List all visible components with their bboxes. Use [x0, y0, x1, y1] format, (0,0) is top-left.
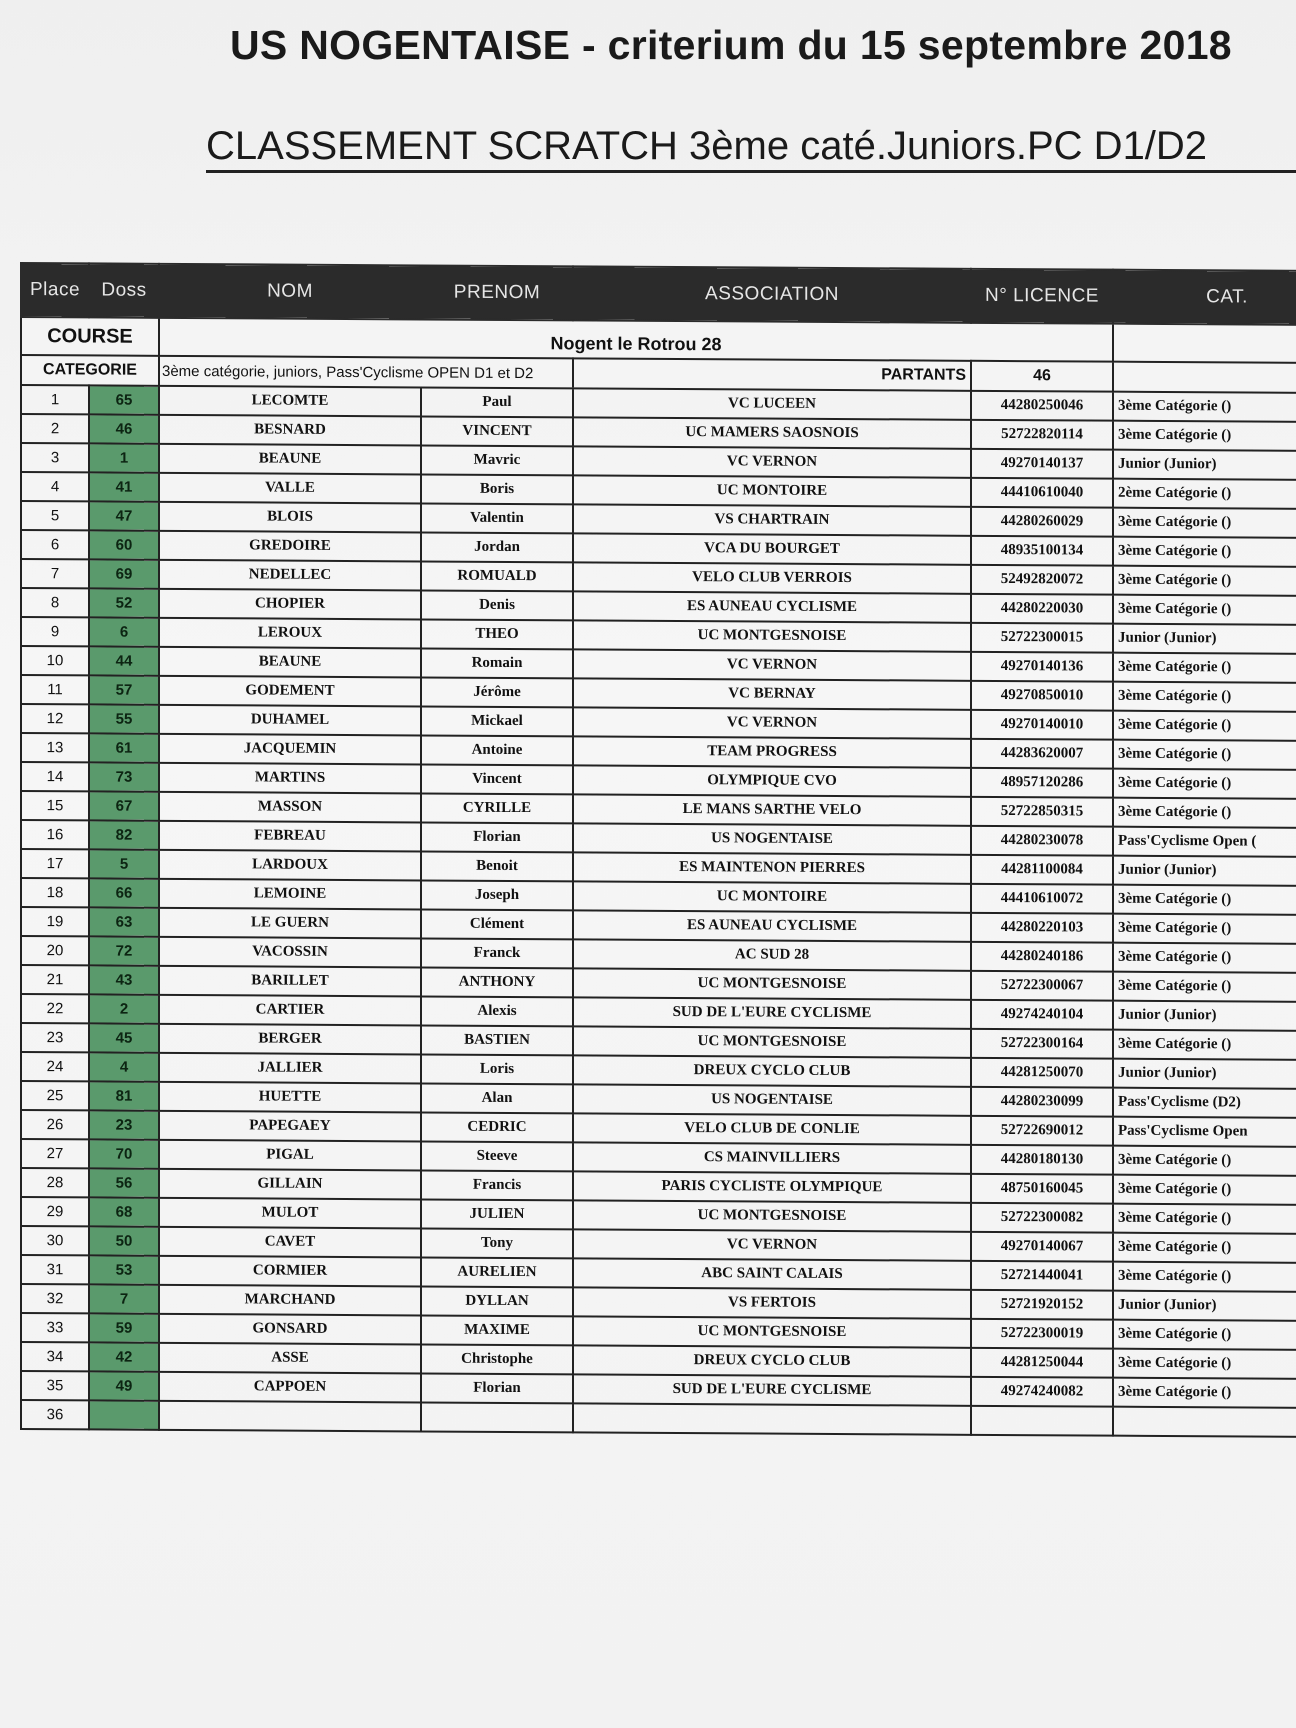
prenom-cell: Jordan — [421, 532, 573, 562]
nom-cell: MARTINS — [159, 763, 421, 794]
cat-cell: Junior (Junior) — [1113, 1001, 1296, 1031]
place-cell: 4 — [21, 472, 89, 501]
cat-cell: Junior (Junior) — [1113, 450, 1296, 480]
page-title: US NOGENTAISE - criterium du 15 septembre 2018 — [230, 22, 1232, 68]
nom-cell: LE GUERN — [159, 908, 421, 939]
cat-cell: 3ème Catégorie () — [1113, 1262, 1296, 1292]
cat-cell: Pass'Cyclisme Open ( — [1113, 827, 1296, 857]
doss-cell: 53 — [89, 1255, 159, 1284]
cat-cell: 3ème Catégorie () — [1113, 595, 1296, 625]
prenom-cell: Francis — [421, 1170, 573, 1200]
cat-cell: 3ème Catégorie () — [1113, 1378, 1296, 1408]
cat-cell: 3ème Catégorie () — [1113, 1030, 1296, 1060]
association-cell: DREUX CYCLO CLUB — [573, 1055, 971, 1086]
place-cell: 7 — [21, 559, 89, 588]
association-cell: UC MONTOIRE — [573, 881, 971, 912]
nom-cell: VACOSSIN — [159, 937, 421, 968]
prenom-cell: Benoit — [421, 851, 573, 881]
doss-cell: 57 — [89, 675, 159, 704]
prenom-cell: Alexis — [421, 996, 573, 1026]
prenom-cell: BASTIEN — [421, 1025, 573, 1055]
nom-cell: BEAUNE — [159, 647, 421, 678]
nom-cell: MASSON — [159, 792, 421, 823]
place-cell: 26 — [21, 1110, 89, 1139]
place-cell: 16 — [21, 820, 89, 849]
place-cell: 18 — [21, 878, 89, 907]
place-cell: 1 — [21, 385, 89, 414]
course-label: COURSE — [21, 317, 159, 356]
licence-cell: 49270140136 — [971, 652, 1113, 682]
col-header-nom: NOM — [159, 264, 421, 320]
nom-cell: CAVET — [159, 1227, 421, 1258]
place-cell: 17 — [21, 849, 89, 878]
association-cell: PARIS CYCLISTE OLYMPIQUE — [573, 1171, 971, 1202]
prenom-cell: Alan — [421, 1083, 573, 1113]
cat-cell: 3ème Catégorie () — [1113, 566, 1296, 596]
course-value: Nogent le Rotrou 28 — [159, 318, 1113, 362]
doss-cell: 66 — [89, 878, 159, 907]
association-cell: VC LUCEEN — [573, 388, 971, 419]
association-cell: UC MONTGESNOISE — [573, 1316, 971, 1347]
licence-cell: 44281100084 — [971, 855, 1113, 885]
association-cell: UC MONTGESNOISE — [573, 968, 971, 999]
doss-cell: 52 — [89, 588, 159, 617]
licence-cell: 48935100134 — [971, 536, 1113, 566]
nom-cell: LEROUX — [159, 618, 421, 649]
prenom-cell: Loris — [421, 1054, 573, 1084]
association-cell: LE MANS SARTHE VELO — [573, 794, 971, 825]
prenom-cell: Florian — [421, 822, 573, 852]
nom-cell: LECOMTE — [159, 386, 421, 417]
doss-cell: 41 — [89, 472, 159, 501]
prenom-cell: Valentin — [421, 503, 573, 533]
doss-cell: 81 — [89, 1081, 159, 1110]
association-cell: UC MAMERS SAOSNOIS — [573, 417, 971, 448]
association-cell: DREUX CYCLO CLUB — [573, 1345, 971, 1376]
place-cell: 13 — [21, 733, 89, 762]
association-cell: ES MAINTENON PIERRES — [573, 852, 971, 883]
place-cell: 8 — [21, 588, 89, 617]
doss-cell: 56 — [89, 1168, 159, 1197]
cat-cell: Junior (Junior) — [1113, 1059, 1296, 1089]
association-cell: UC MONTGESNOISE — [573, 1026, 971, 1057]
nom-cell: CHOPIER — [159, 589, 421, 620]
licence-cell: 48750160045 — [971, 1174, 1113, 1204]
nom-cell: BLOIS — [159, 502, 421, 533]
place-cell: 24 — [21, 1052, 89, 1081]
association-cell: VS CHARTRAIN — [573, 504, 971, 535]
categorie-label: CATEGORIE — [21, 355, 159, 386]
nom-cell: BEAUNE — [159, 444, 421, 475]
doss-cell: 59 — [89, 1313, 159, 1342]
association-cell: VELO CLUB VERROIS — [573, 562, 971, 593]
licence-cell: 44410610072 — [971, 884, 1113, 914]
licence-cell: 44410610040 — [971, 478, 1113, 508]
partants-empty-cell — [1113, 362, 1296, 393]
cat-cell: 3ème Catégorie () — [1113, 711, 1296, 741]
prenom-cell: Steeve — [421, 1141, 573, 1171]
col-header-place: Place — [21, 263, 89, 317]
cat-cell: Junior (Junior) — [1113, 1291, 1296, 1321]
licence-cell: 44280250046 — [971, 391, 1113, 421]
cat-cell: 3ème Catégorie () — [1113, 740, 1296, 770]
place-cell: 20 — [21, 936, 89, 965]
association-cell: VC VERNON — [573, 446, 971, 477]
licence-cell: 52492820072 — [971, 565, 1113, 595]
place-cell: 3 — [21, 443, 89, 472]
prenom-cell — [421, 1402, 573, 1432]
doss-cell: 61 — [89, 733, 159, 762]
nom-cell: ASSE — [159, 1343, 421, 1374]
prenom-cell: Antoine — [421, 735, 573, 765]
place-cell: 31 — [21, 1255, 89, 1284]
licence-cell: 44280240186 — [971, 942, 1113, 972]
association-cell: SUD DE L'EURE CYCLISME — [573, 997, 971, 1028]
nom-cell: JACQUEMIN — [159, 734, 421, 765]
prenom-cell: THEO — [421, 619, 573, 649]
prenom-cell: Boris — [421, 474, 573, 504]
cat-cell: 3ème Catégorie () — [1113, 1320, 1296, 1350]
cat-cell: 3ème Catégorie () — [1113, 537, 1296, 567]
nom-cell: CAPPOEN — [159, 1372, 421, 1403]
cat-cell: Pass'Cyclisme (D2) — [1113, 1088, 1296, 1118]
nom-cell: BERGER — [159, 1024, 421, 1055]
cat-cell: 3ème Catégorie () — [1113, 392, 1296, 422]
results-sheet — [20, 262, 1296, 1438]
association-cell: US NOGENTAISE — [573, 1084, 971, 1115]
cat-cell: 3ème Catégorie () — [1113, 769, 1296, 799]
doss-cell: 47 — [89, 501, 159, 530]
doss-cell: 45 — [89, 1023, 159, 1052]
association-cell: ES AUNEAU CYCLISME — [573, 591, 971, 622]
prenom-cell: AURELIEN — [421, 1257, 573, 1287]
doss-cell: 4 — [89, 1052, 159, 1081]
cat-cell: 2ème Catégorie () — [1113, 479, 1296, 509]
nom-cell: MARCHAND — [159, 1285, 421, 1316]
place-cell: 2 — [21, 414, 89, 443]
association-cell: VCA DU BOURGET — [573, 533, 971, 564]
prenom-cell: CYRILLE — [421, 793, 573, 823]
place-cell: 11 — [21, 675, 89, 704]
prenom-cell: VINCENT — [421, 416, 573, 446]
licence-cell: 44280230099 — [971, 1087, 1113, 1117]
place-cell: 23 — [21, 1023, 89, 1052]
association-cell — [573, 1403, 971, 1434]
nom-cell: CORMIER — [159, 1256, 421, 1287]
nom-cell: NEDELLEC — [159, 560, 421, 591]
place-cell: 10 — [21, 646, 89, 675]
licence-cell: 49270140137 — [971, 449, 1113, 479]
doss-cell: 67 — [89, 791, 159, 820]
results-rows — [21, 385, 1296, 1437]
licence-cell: 49270140067 — [971, 1232, 1113, 1262]
page-subtitle: CLASSEMENT SCRATCH 3ème caté.Juniors.PC D1/D2 — [206, 122, 1296, 173]
col-header-licence: N° LICENCE — [971, 269, 1113, 324]
association-cell: TEAM PROGRESS — [573, 736, 971, 767]
licence-cell — [971, 1406, 1113, 1436]
doss-cell: 73 — [89, 762, 159, 791]
nom-cell: PIGAL — [159, 1140, 421, 1171]
nom-cell: BESNARD — [159, 415, 421, 446]
place-cell: 28 — [21, 1168, 89, 1197]
prenom-cell: Tony — [421, 1228, 573, 1258]
prenom-cell: JULIEN — [421, 1199, 573, 1229]
cat-cell: 3ème Catégorie () — [1113, 885, 1296, 915]
association-cell: ES AUNEAU CYCLISME — [573, 910, 971, 941]
place-cell: 36 — [21, 1400, 89, 1429]
results-table — [20, 262, 1296, 1438]
place-cell: 12 — [21, 704, 89, 733]
place-cell: 15 — [21, 791, 89, 820]
prenom-cell: Franck — [421, 938, 573, 968]
course-empty-cell — [1113, 324, 1296, 363]
doss-cell: 42 — [89, 1342, 159, 1371]
col-header-cat: CAT. — [1113, 270, 1296, 325]
nom-cell: LARDOUX — [159, 850, 421, 881]
licence-cell: 52722300067 — [971, 971, 1113, 1001]
cat-cell: 3ème Catégorie () — [1113, 682, 1296, 712]
doss-cell: 68 — [89, 1197, 159, 1226]
cat-cell: 3ème Catégorie () — [1113, 421, 1296, 451]
doss-cell: 69 — [89, 559, 159, 588]
association-cell: VS FERTOIS — [573, 1287, 971, 1318]
doss-cell: 82 — [89, 820, 159, 849]
place-cell: 30 — [21, 1226, 89, 1255]
association-cell: ABC SAINT CALAIS — [573, 1258, 971, 1289]
place-cell: 5 — [21, 501, 89, 530]
association-cell: US NOGENTAISE — [573, 823, 971, 854]
association-cell: VC VERNON — [573, 1229, 971, 1260]
association-cell: UC MONTOIRE — [573, 475, 971, 506]
licence-cell: 49274240082 — [971, 1377, 1113, 1407]
licence-cell: 49274240104 — [971, 1000, 1113, 1030]
doss-cell: 72 — [89, 936, 159, 965]
partants-label: PARTANTS — [573, 358, 971, 390]
prenom-cell: CEDRIC — [421, 1112, 573, 1142]
prenom-cell: Christophe — [421, 1344, 573, 1374]
licence-cell: 44280180130 — [971, 1145, 1113, 1175]
licence-cell: 52722690012 — [971, 1116, 1113, 1146]
doss-cell: 46 — [89, 414, 159, 443]
prenom-cell: MAXIME — [421, 1315, 573, 1345]
nom-cell: JALLIER — [159, 1053, 421, 1084]
place-cell: 32 — [21, 1284, 89, 1313]
nom-cell: GODEMENT — [159, 676, 421, 707]
doss-cell: 60 — [89, 530, 159, 559]
prenom-cell: Clément — [421, 909, 573, 939]
prenom-cell: Denis — [421, 590, 573, 620]
cat-cell: Junior (Junior) — [1113, 624, 1296, 654]
doss-cell: 2 — [89, 994, 159, 1023]
cat-cell: 3ème Catégorie () — [1113, 1204, 1296, 1234]
nom-cell: HUETTE — [159, 1082, 421, 1113]
doss-cell: 55 — [89, 704, 159, 733]
licence-cell: 44280220030 — [971, 594, 1113, 624]
prenom-cell: Mavric — [421, 445, 573, 475]
licence-cell: 48957120286 — [971, 768, 1113, 798]
doss-cell: 23 — [89, 1110, 159, 1139]
doss-cell: 7 — [89, 1284, 159, 1313]
licence-cell: 44283620007 — [971, 739, 1113, 769]
cat-cell: Junior (Junior) — [1113, 856, 1296, 886]
licence-cell: 52722820114 — [971, 420, 1113, 450]
place-cell: 19 — [21, 907, 89, 936]
licence-cell: 52722300019 — [971, 1319, 1113, 1349]
place-cell: 9 — [21, 617, 89, 646]
nom-cell: BARILLET — [159, 966, 421, 997]
licence-cell: 44280220103 — [971, 913, 1113, 943]
cat-cell: 3ème Catégorie () — [1113, 653, 1296, 683]
prenom-cell: Romain — [421, 648, 573, 678]
prenom-cell: Vincent — [421, 764, 573, 794]
doss-cell: 65 — [89, 385, 159, 414]
nom-cell: MULOT — [159, 1198, 421, 1229]
nom-cell: GILLAIN — [159, 1169, 421, 1200]
nom-cell: GREDOIRE — [159, 531, 421, 562]
nom-cell: GONSARD — [159, 1314, 421, 1345]
licence-cell: 44281250044 — [971, 1348, 1113, 1378]
place-cell: 22 — [21, 994, 89, 1023]
cat-cell: 3ème Catégorie () — [1113, 914, 1296, 944]
nom-cell: DUHAMEL — [159, 705, 421, 736]
prenom-cell: ANTHONY — [421, 967, 573, 997]
cat-cell: 3ème Catégorie () — [1113, 508, 1296, 538]
nom-cell: PAPEGAEY — [159, 1111, 421, 1142]
prenom-cell: Paul — [421, 387, 573, 417]
licence-cell: 49270850010 — [971, 681, 1113, 711]
cat-cell: 3ème Catégorie () — [1113, 1233, 1296, 1263]
nom-cell: CARTIER — [159, 995, 421, 1026]
cat-cell: 3ème Catégorie () — [1113, 943, 1296, 973]
doss-cell: 50 — [89, 1226, 159, 1255]
cat-cell: 3ème Catégorie () — [1113, 1146, 1296, 1176]
nom-cell: FEBREAU — [159, 821, 421, 852]
col-header-association: ASSOCIATION — [573, 266, 971, 322]
association-cell: SUD DE L'EURE CYCLISME — [573, 1374, 971, 1405]
place-cell: 14 — [21, 762, 89, 791]
nom-cell: VALLE — [159, 473, 421, 504]
cat-cell — [1113, 1407, 1296, 1437]
prenom-cell: Jérôme — [421, 677, 573, 707]
licence-cell: 44280260029 — [971, 507, 1113, 537]
doss-cell: 1 — [89, 443, 159, 472]
licence-cell: 52722300164 — [971, 1029, 1113, 1059]
cat-cell: 3ème Catégorie () — [1113, 972, 1296, 1002]
nom-cell: LEMOINE — [159, 879, 421, 910]
place-cell: 27 — [21, 1139, 89, 1168]
prenom-cell: DYLLAN — [421, 1286, 573, 1316]
licence-cell: 49270140010 — [971, 710, 1113, 740]
partants-value: 46 — [971, 361, 1113, 392]
col-header-prenom: PRENOM — [421, 265, 573, 320]
doss-cell: 5 — [89, 849, 159, 878]
prenom-cell: ROMUALD — [421, 561, 573, 591]
association-cell: VELO CLUB DE CONLIE — [573, 1113, 971, 1144]
association-cell: UC MONTGESNOISE — [573, 620, 971, 651]
licence-cell: 44281250070 — [971, 1058, 1113, 1088]
licence-cell: 44280230078 — [971, 826, 1113, 856]
doss-cell: 63 — [89, 907, 159, 936]
licence-cell: 52721920152 — [971, 1290, 1113, 1320]
association-cell: VC VERNON — [573, 649, 971, 680]
cat-cell: Pass'Cyclisme Open — [1113, 1117, 1296, 1147]
categorie-value: 3ème catégorie, juniors, Pass'Cyclisme OPEN D1 et D2 — [159, 356, 573, 389]
doss-cell: 6 — [89, 617, 159, 646]
cat-cell: 3ème Catégorie () — [1113, 1349, 1296, 1379]
prenom-cell: Mickael — [421, 706, 573, 736]
col-header-doss: Doss — [89, 263, 159, 317]
licence-cell: 52722300082 — [971, 1203, 1113, 1233]
doss-cell — [89, 1400, 159, 1429]
place-cell: 25 — [21, 1081, 89, 1110]
cat-cell: 3ème Catégorie () — [1113, 798, 1296, 828]
association-cell: VC VERNON — [573, 707, 971, 738]
association-cell: CS MAINVILLIERS — [573, 1142, 971, 1173]
doss-cell: 49 — [89, 1371, 159, 1400]
place-cell: 6 — [21, 530, 89, 559]
licence-cell: 52722850315 — [971, 797, 1113, 827]
licence-cell: 52722300015 — [971, 623, 1113, 653]
licence-cell: 52721440041 — [971, 1261, 1113, 1291]
place-cell: 29 — [21, 1197, 89, 1226]
place-cell: 35 — [21, 1371, 89, 1400]
doss-cell: 43 — [89, 965, 159, 994]
place-cell: 34 — [21, 1342, 89, 1371]
prenom-cell: Joseph — [421, 880, 573, 910]
place-cell: 33 — [21, 1313, 89, 1342]
cat-cell: 3ème Catégorie () — [1113, 1175, 1296, 1205]
association-cell: VC BERNAY — [573, 678, 971, 709]
association-cell: OLYMPIQUE CVO — [573, 765, 971, 796]
nom-cell — [159, 1401, 421, 1432]
place-cell: 21 — [21, 965, 89, 994]
doss-cell: 44 — [89, 646, 159, 675]
prenom-cell: Florian — [421, 1373, 573, 1403]
association-cell: AC SUD 28 — [573, 939, 971, 970]
association-cell: UC MONTGESNOISE — [573, 1200, 971, 1231]
doss-cell: 70 — [89, 1139, 159, 1168]
